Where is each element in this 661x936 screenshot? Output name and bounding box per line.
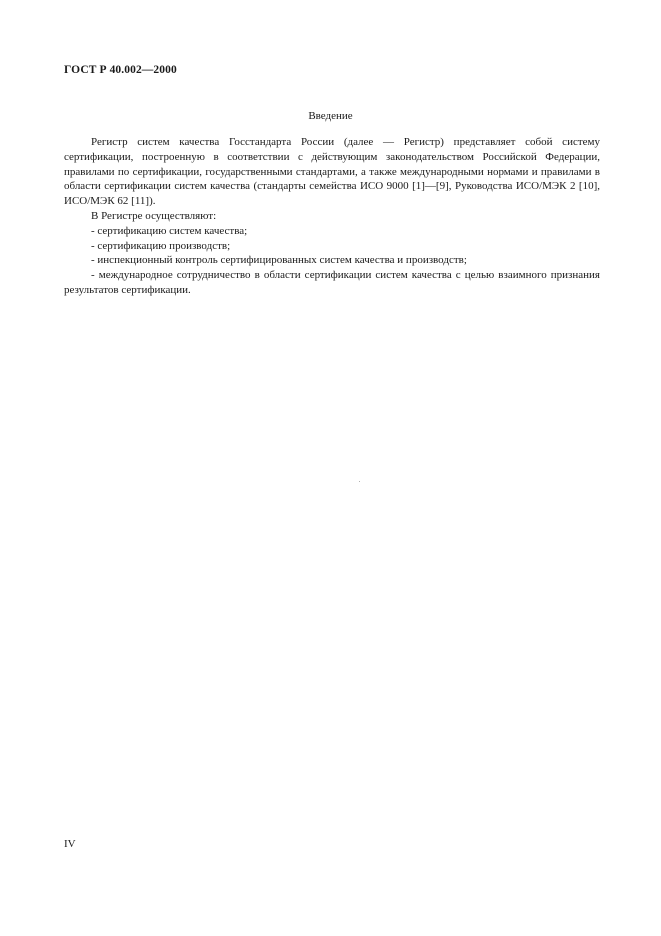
list-intro: В Регистре осуществляют: [91,209,217,222]
section-title: Введение [308,110,353,122]
list-item: - сертификацию производств; [91,239,231,252]
body-text [64,135,600,298]
speck-mark [359,481,360,482]
page-number: IV [64,838,76,850]
list-item: - сертификацию систем качества; [91,224,248,237]
document-code: ГОСТ Р 40.002—2000 [64,64,177,76]
list-item: - инспекционный контроль сертифицированных систем качества и производств; [91,254,467,267]
intro-paragraph: Регистр систем качества Госстандарта России (далее — Регистр) представляет собой систему сертификации, построенную в соответствии с действующим законодательством Российской Федерации, правилами по сертификации, государственными стандартами, а также международными нормами и правилами в области сертификации систем качества (стандарты семейства ИСО 9000 [1]—[9], Руководства ИСО/МЭК 2 [10], ИСО/МЭК 62 [11]). [64,136,600,208]
list-item: - международное сотрудничество в области сертификации систем качества с целью взаимного признания результатов сертификации. [64,269,600,296]
